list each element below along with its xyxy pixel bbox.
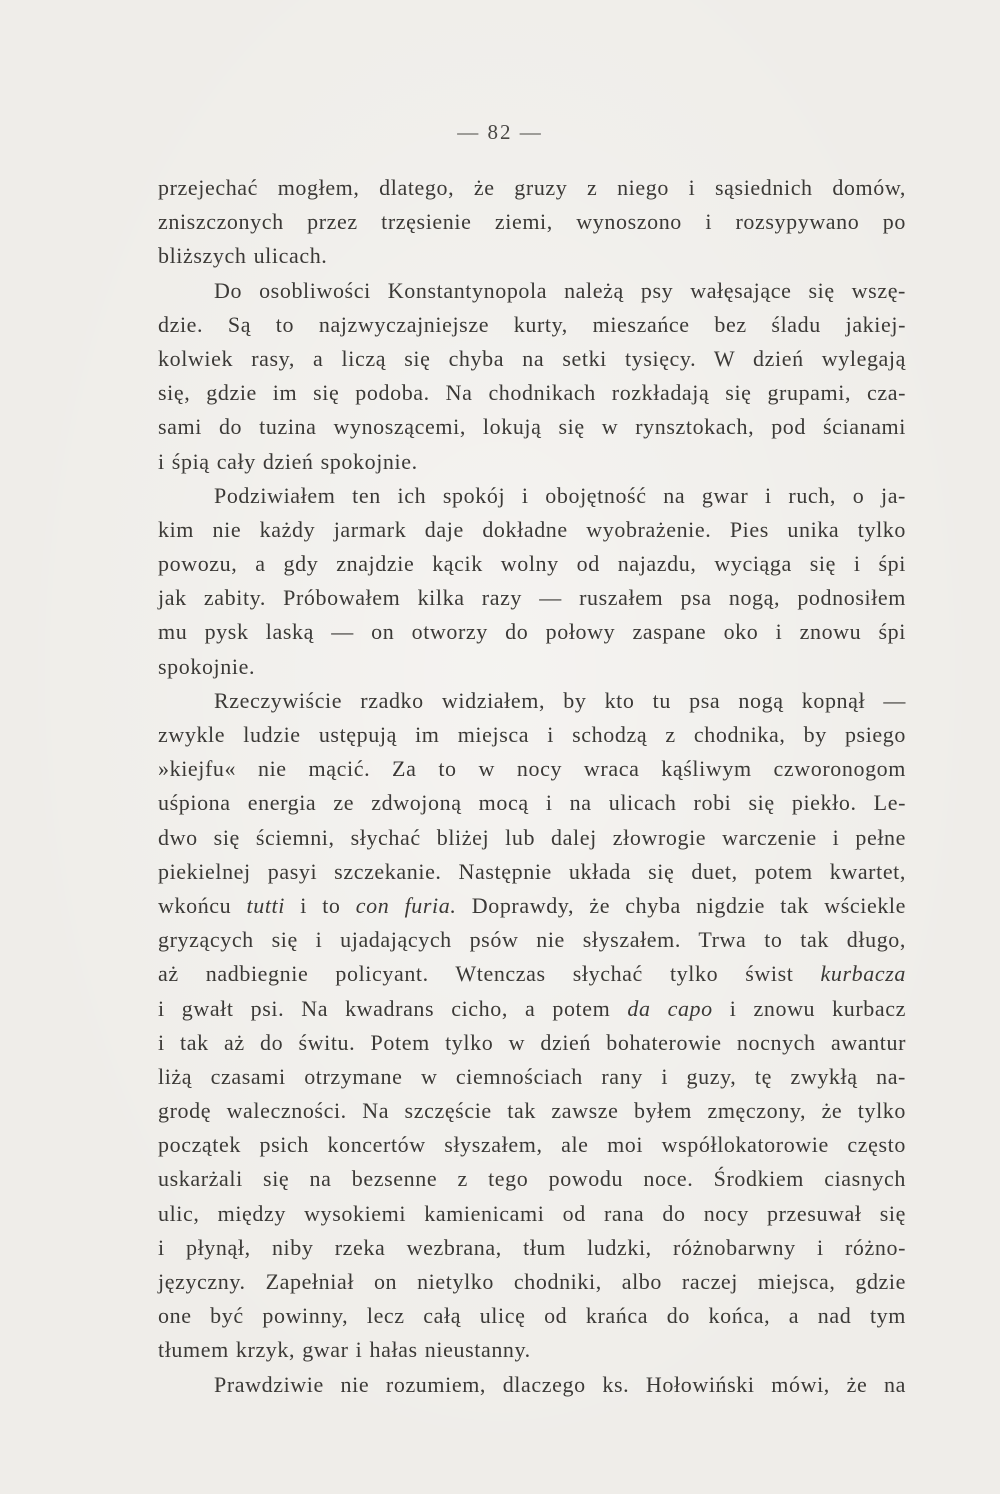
text-line: uśpiona energia ze zdwojoną mocą i na ulicach robi się piekło. Le- <box>158 790 906 816</box>
text-line: ulic, między wysokiemi kamienicami od rana do nocy przesuwał się <box>158 1200 906 1226</box>
text-line: początek psich koncertów słyszałem, ale moi współlokatorowie często <box>158 1132 906 1158</box>
text-line: i płynął, niby rzeka wezbrana, tłum ludzki, różnobarwny i różno- <box>158 1234 906 1260</box>
text-line: tłumem krzyk, gwar i hałas nieustanny. <box>158 1337 531 1363</box>
text-line: spokojnie. <box>158 653 256 679</box>
text-segment: Doprawdy, że chyba nigdzie tak wściekle <box>456 892 906 918</box>
text-line: sami do tuzina wynoszącemi, lokują się w rynsztokach, pod ścianami <box>158 414 906 440</box>
text-line: kolwiek rasy, a liczą się chyba na setki tysięcy. W dzień wylegają <box>158 345 906 371</box>
text-line <box>158 957 906 991</box>
text-line <box>158 992 906 1026</box>
text-line: dzie. Są to najzwyczajniejsze kurty, mieszańce bez śladu jakiej- <box>158 311 906 337</box>
text-line: się, gdzie im się podoba. Na chodnikach rozkładają się grupami, cza- <box>158 380 906 406</box>
text-line: Do osobliwości Konstantynopola należą psy wałęsające się wszę- <box>214 277 906 303</box>
text-line: dwo się ściemni, słychać bliżej lub dalej złowrogie warczenie i pełne <box>158 824 906 850</box>
text-line: grodę waleczności. Na szczęście tak zawsze byłem zmęczony, że tylko <box>158 1098 906 1124</box>
body-text <box>158 171 906 1402</box>
text-line: i tak aż do świtu. Potem tylko w dzień bohaterowie nocnych awantur <box>158 1029 906 1055</box>
text-segment: i gwałt psi. Na kwadrans cicho, a potem <box>158 995 628 1021</box>
text-segment: i to <box>284 892 356 918</box>
text-line: piekielnej pasyi szczekanie. Następnie układa się duet, potem kwartet, <box>158 858 906 884</box>
text-line: gryzących się i ujadających psów nie słyszałem. Trwa to tak długo, <box>158 927 906 953</box>
text-line: Podziwiałem ten ich spokój i obojętność na gwar i ruch, o ja- <box>214 482 906 508</box>
text-line: one być powinny, lecz całą ulicę od krańca do końca, a nad tym <box>158 1303 906 1329</box>
text-line: kim nie każdy jarmark daje dokładne wyobrażenie. Pies unika tylko <box>158 516 906 542</box>
italic-text: kurbacza <box>820 961 906 987</box>
text-line: języczny. Zapełniał on nietylko chodniki, albo raczej miejsca, gdzie <box>158 1269 906 1294</box>
text-line: liżą czasami otrzymane w ciemnościach rany i guzy, tę zwykłą na- <box>158 1063 906 1089</box>
text-line: »kiejfu« nie mącić. Za to w nocy wraca kąśliwym czworonogom <box>158 756 906 782</box>
italic-text: da capo <box>627 995 713 1021</box>
text-line: zniszczonych przez trzęsienie ziemi, wynoszono i rozsypywano po <box>158 209 906 235</box>
text-segment: wkońcu <box>158 892 247 918</box>
italic-text: tutti <box>246 892 285 918</box>
page-number: — 82 — <box>457 120 543 144</box>
text-line: jak zabity. Próbowałem kilka razy — ruszałem psa nogą, podnosiłem <box>158 585 906 611</box>
text-line: mu pysk laską — on otworzy do połowy zaspane oko i znowu śpi <box>158 619 906 645</box>
text-segment: aż nadbiegnie policyant. Wtenczas słychać tylko świst <box>158 961 821 987</box>
text-line: uskarżali się na bezsenne z tego powodu noce. Środkiem ciasnych <box>158 1166 906 1192</box>
italic-text: con furia. <box>355 892 457 918</box>
text-line: bliższych ulicach. <box>158 243 328 269</box>
text-line: przejechać mogłem, dlatego, że gruzy z niego i sąsiednich domów, <box>158 175 906 200</box>
text-line: i śpią cały dzień spokojnie. <box>158 448 418 474</box>
text-line: Rzeczywiście rzadko widziałem, by kto tu psa nogą kopnął — <box>214 687 906 713</box>
text-line <box>158 889 906 923</box>
text-segment: i znowu kurbacz <box>712 995 906 1021</box>
text-line: zwykle ludzie ustępują im miejsca i schodzą z chodnika, by psiego <box>158 722 906 747</box>
text-line: powozu, a gdy znajdzie kącik wolny od najazdu, wyciąga się i śpi <box>158 551 906 577</box>
text-line: Prawdziwie nie rozumiem, dlaczego ks. Hołowiński mówi, że na <box>214 1371 906 1397</box>
